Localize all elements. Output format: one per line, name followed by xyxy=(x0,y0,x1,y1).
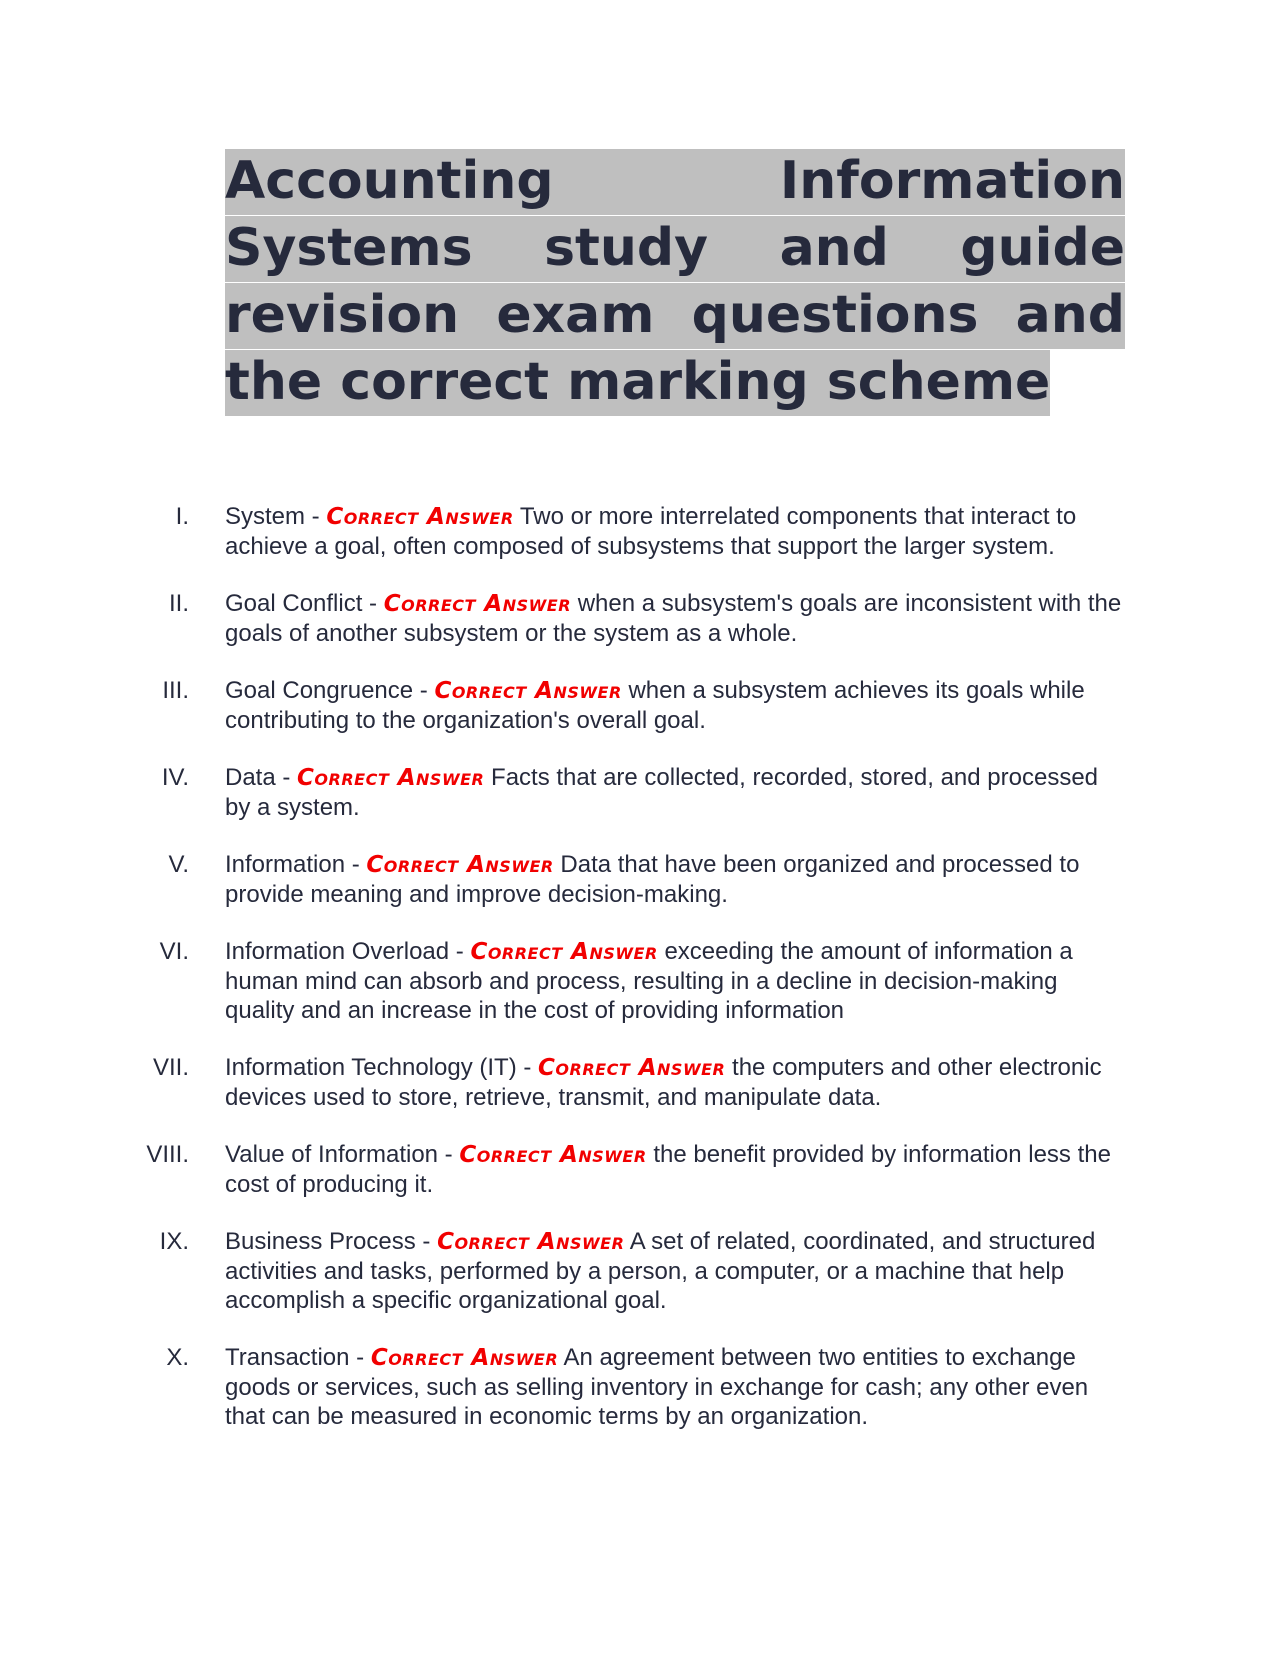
correct-answer-marker: Correct Answer xyxy=(538,1055,726,1081)
item-numeral: I. xyxy=(175,503,189,530)
item-text xyxy=(225,676,1125,735)
item-definition: when a subsystem's goals are inconsistent with the goals of another subsystem or the system as a whole. xyxy=(225,590,1122,647)
item-term: Information Technology (IT) - xyxy=(225,1054,539,1081)
item-text xyxy=(225,1053,1125,1112)
list-item xyxy=(0,589,1280,648)
correct-answer-marker: Correct Answer xyxy=(459,1142,647,1168)
item-definition: Two or more interrelated components that interact to achieve a goal, often composed of subsystems that support the larger system. xyxy=(225,503,1077,560)
item-definition: exceeding the amount of information a human mind can absorb and process, resulting in a decline in decision-making quality and an increase in the cost of providing information xyxy=(225,938,1073,1024)
item-term: Value of Information - xyxy=(225,1141,460,1168)
list-item xyxy=(0,937,1280,1025)
correct-answer-marker: Correct Answer xyxy=(434,678,622,704)
correct-answer-marker: Correct Answer xyxy=(326,504,514,530)
item-definition: An agreement between two entities to exchange goods or services, such as selling inventory in exchange for cash; any other even that can be measured in economic terms by an organization. xyxy=(225,1344,1089,1430)
item-text xyxy=(225,850,1125,909)
item-definition: Facts that are collected, recorded, stored, and processed by a system. xyxy=(225,764,1099,821)
list-item xyxy=(0,1227,1280,1315)
list-item xyxy=(0,1343,1280,1431)
item-text xyxy=(225,1343,1125,1431)
item-term: Information - xyxy=(225,851,367,878)
item-text xyxy=(225,763,1125,822)
question-answer-list xyxy=(0,502,1280,1459)
page-title-text: Accounting Information Systems study and guide revision exam questions and the correct marking scheme xyxy=(225,149,1125,416)
correct-answer-marker: Correct Answer xyxy=(437,1229,625,1255)
item-definition: when a subsystem achieves its goals while contributing to the organization's overall goal. xyxy=(225,677,1085,734)
title-block xyxy=(225,148,1125,416)
item-term: Information Overload - xyxy=(225,938,471,965)
correct-answer-marker: Correct Answer xyxy=(470,939,658,965)
item-numeral: II. xyxy=(168,590,189,617)
item-term: System - xyxy=(225,503,327,530)
item-numeral: VI. xyxy=(159,938,189,965)
item-definition: A set of related, coordinated, and structured activities and tasks, performed by a person, a computer, or a machine that help accomplish a specific organizational goal. xyxy=(225,1228,1096,1314)
item-term: Data - xyxy=(225,764,298,791)
item-numeral: X. xyxy=(166,1344,189,1371)
item-definition: the benefit provided by information less the cost of producing it. xyxy=(225,1141,1111,1198)
item-numeral: VIII. xyxy=(146,1141,189,1168)
item-term: Transaction - xyxy=(225,1344,371,1371)
item-term: Goal Conflict - xyxy=(225,590,384,617)
item-definition: the computers and other electronic devices used to store, retrieve, transmit, and manipulate data. xyxy=(225,1054,1102,1111)
item-text xyxy=(225,937,1125,1025)
list-item xyxy=(0,502,1280,561)
item-text xyxy=(225,1227,1125,1315)
item-numeral: III. xyxy=(162,677,189,704)
item-term: Goal Congruence - xyxy=(225,677,435,704)
correct-answer-marker: Correct Answer xyxy=(297,765,485,791)
item-definition: Data that have been organized and processed to provide meaning and improve decision-making. xyxy=(225,851,1080,908)
correct-answer-marker: Correct Answer xyxy=(366,852,554,878)
correct-answer-marker: Correct Answer xyxy=(370,1345,559,1371)
item-text xyxy=(225,589,1125,648)
page-title xyxy=(225,148,1125,416)
item-numeral: IV. xyxy=(161,764,189,791)
list-item xyxy=(0,763,1280,822)
list-item xyxy=(0,850,1280,909)
correct-answer-marker: Correct Answer xyxy=(383,591,572,617)
item-term: Business Process - xyxy=(225,1228,438,1255)
list-item xyxy=(0,1053,1280,1112)
list-item xyxy=(0,676,1280,735)
list-item xyxy=(0,1140,1280,1199)
item-text xyxy=(225,1140,1125,1199)
item-text xyxy=(225,502,1125,561)
item-numeral: IX. xyxy=(159,1228,189,1255)
item-numeral: V. xyxy=(168,851,189,878)
item-numeral: VII. xyxy=(152,1054,189,1081)
